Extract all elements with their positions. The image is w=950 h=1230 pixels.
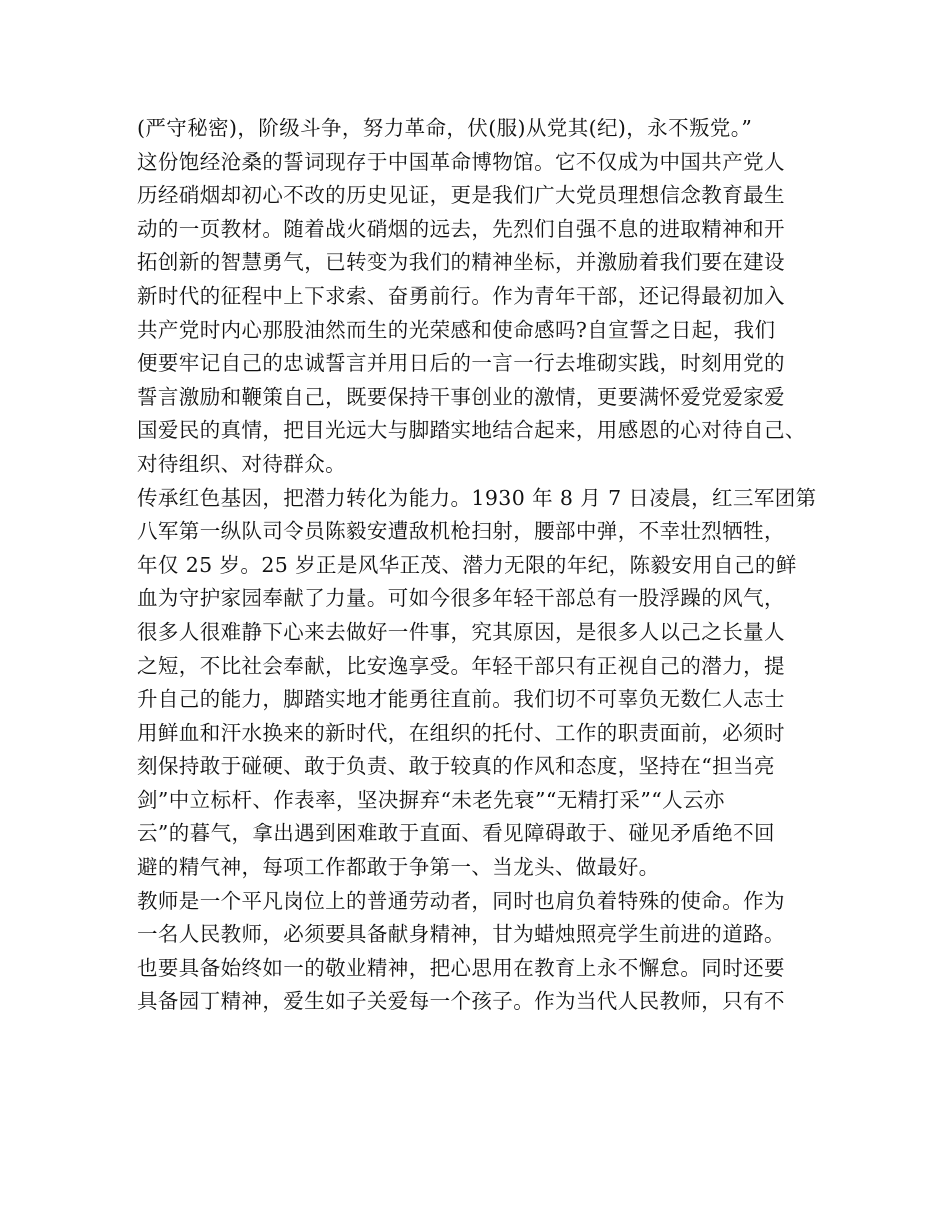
- text-line: 也要具备始终如一的敬业精神，把心思用在教育上永不懈怠。同时还要: [137, 955, 785, 980]
- text-line: 用鲜血和汗水换来的新时代，在组织的托付、工作的职责面前，必须时: [137, 720, 785, 745]
- text-line: 传承红色基因，把潜力转化为能力。1930 年 8 月 7 日凌晨，红三军团第: [137, 485, 817, 510]
- text-line: 这份饱经沧桑的誓词现存于中国革命博物馆。它不仅成为中国共产党人: [137, 149, 785, 174]
- text-line: 避的精气神，每项工作都敢于争第一、当龙头、做最好。: [137, 855, 660, 880]
- text-line: 共产党时内心那股油然而生的光荣感和使命感吗?自宣誓之日起，我们: [137, 317, 776, 342]
- text-line: 一名人民教师，必须要具备献身精神，甘为蜡烛照亮学生前进的道路。: [137, 922, 785, 947]
- text-line: 拓创新的智慧勇气，已转变为我们的精神坐标，并激励着我们要在建设: [137, 250, 785, 275]
- text-line: 剑”中立标杆、作表率，坚决摒弃“未老先衰”“无精打采”“人云亦: [137, 787, 725, 812]
- document-body: [137, 112, 837, 1019]
- text-line: 年仅 25 岁。25 岁正是风华正茂、潜力无限的年纪，陈毅安用自己的鲜: [137, 552, 797, 577]
- text-line: 八军第一纵队司令员陈毅安遭敌机枪扫射，腰部中弹，不幸壮烈牺牲，: [137, 519, 785, 544]
- text-line: 誓言激励和鞭策自己，既要保持干事创业的激情，更要满怀爱党爱家爱: [137, 384, 785, 409]
- text-line: 教师是一个平凡岗位上的普通劳动者，同时也肩负着特殊的使命。作为: [137, 888, 785, 913]
- text-line: 血为守护家园奉献了力量。可如今很多年轻干部总有一股浮躁的风气，: [137, 586, 785, 611]
- text-line: 动的一页教材。随着战火硝烟的远去，先烈们自强不息的进取精神和开: [137, 216, 785, 241]
- text-line: 具备园丁精神，爱生如子关爱每一个孩子。作为当代人民教师，只有不: [137, 989, 785, 1014]
- text-line: 刻保持敢于碰硬、敢于负责、敢于较真的作风和态度，坚持在“担当亮: [137, 754, 775, 779]
- text-line: 新时代的征程中上下求索、奋勇前行。作为青年干部，还记得最初加入: [137, 283, 785, 308]
- text-line: 对待组织、对待群众。: [137, 451, 346, 476]
- text-line: 历经硝烟却初心不改的历史见证，更是我们广大党员理想信念教育最生: [137, 183, 785, 208]
- text-line: 很多人很难静下心来去做好一件事，究其原因，是很多人以己之长量人: [137, 619, 785, 644]
- text-line: 国爱民的真情，把目光远大与脚踏实地结合起来，用感恩的心对待自己、: [137, 418, 806, 443]
- text-line: 升自己的能力，脚踏实地才能勇往直前。我们切不可辜负无数仁人志士: [137, 687, 785, 712]
- text-line: 之短，不比社会奉献，比安逸享受。年轻干部只有正视自己的潜力，提: [137, 653, 785, 678]
- text-line: 便要牢记自己的忠诚誓言并用日后的一言一行去堆砌实践，时刻用党的: [137, 351, 785, 376]
- text-line: (严守秘密)，阶级斗争，努力革命，伏(服)从党其(纪)，永不叛党。”: [137, 116, 753, 140]
- text-line: 云”的暮气，拿出遇到困难敢于直面、看见障碍敢于、碰见矛盾绝不回: [137, 821, 775, 846]
